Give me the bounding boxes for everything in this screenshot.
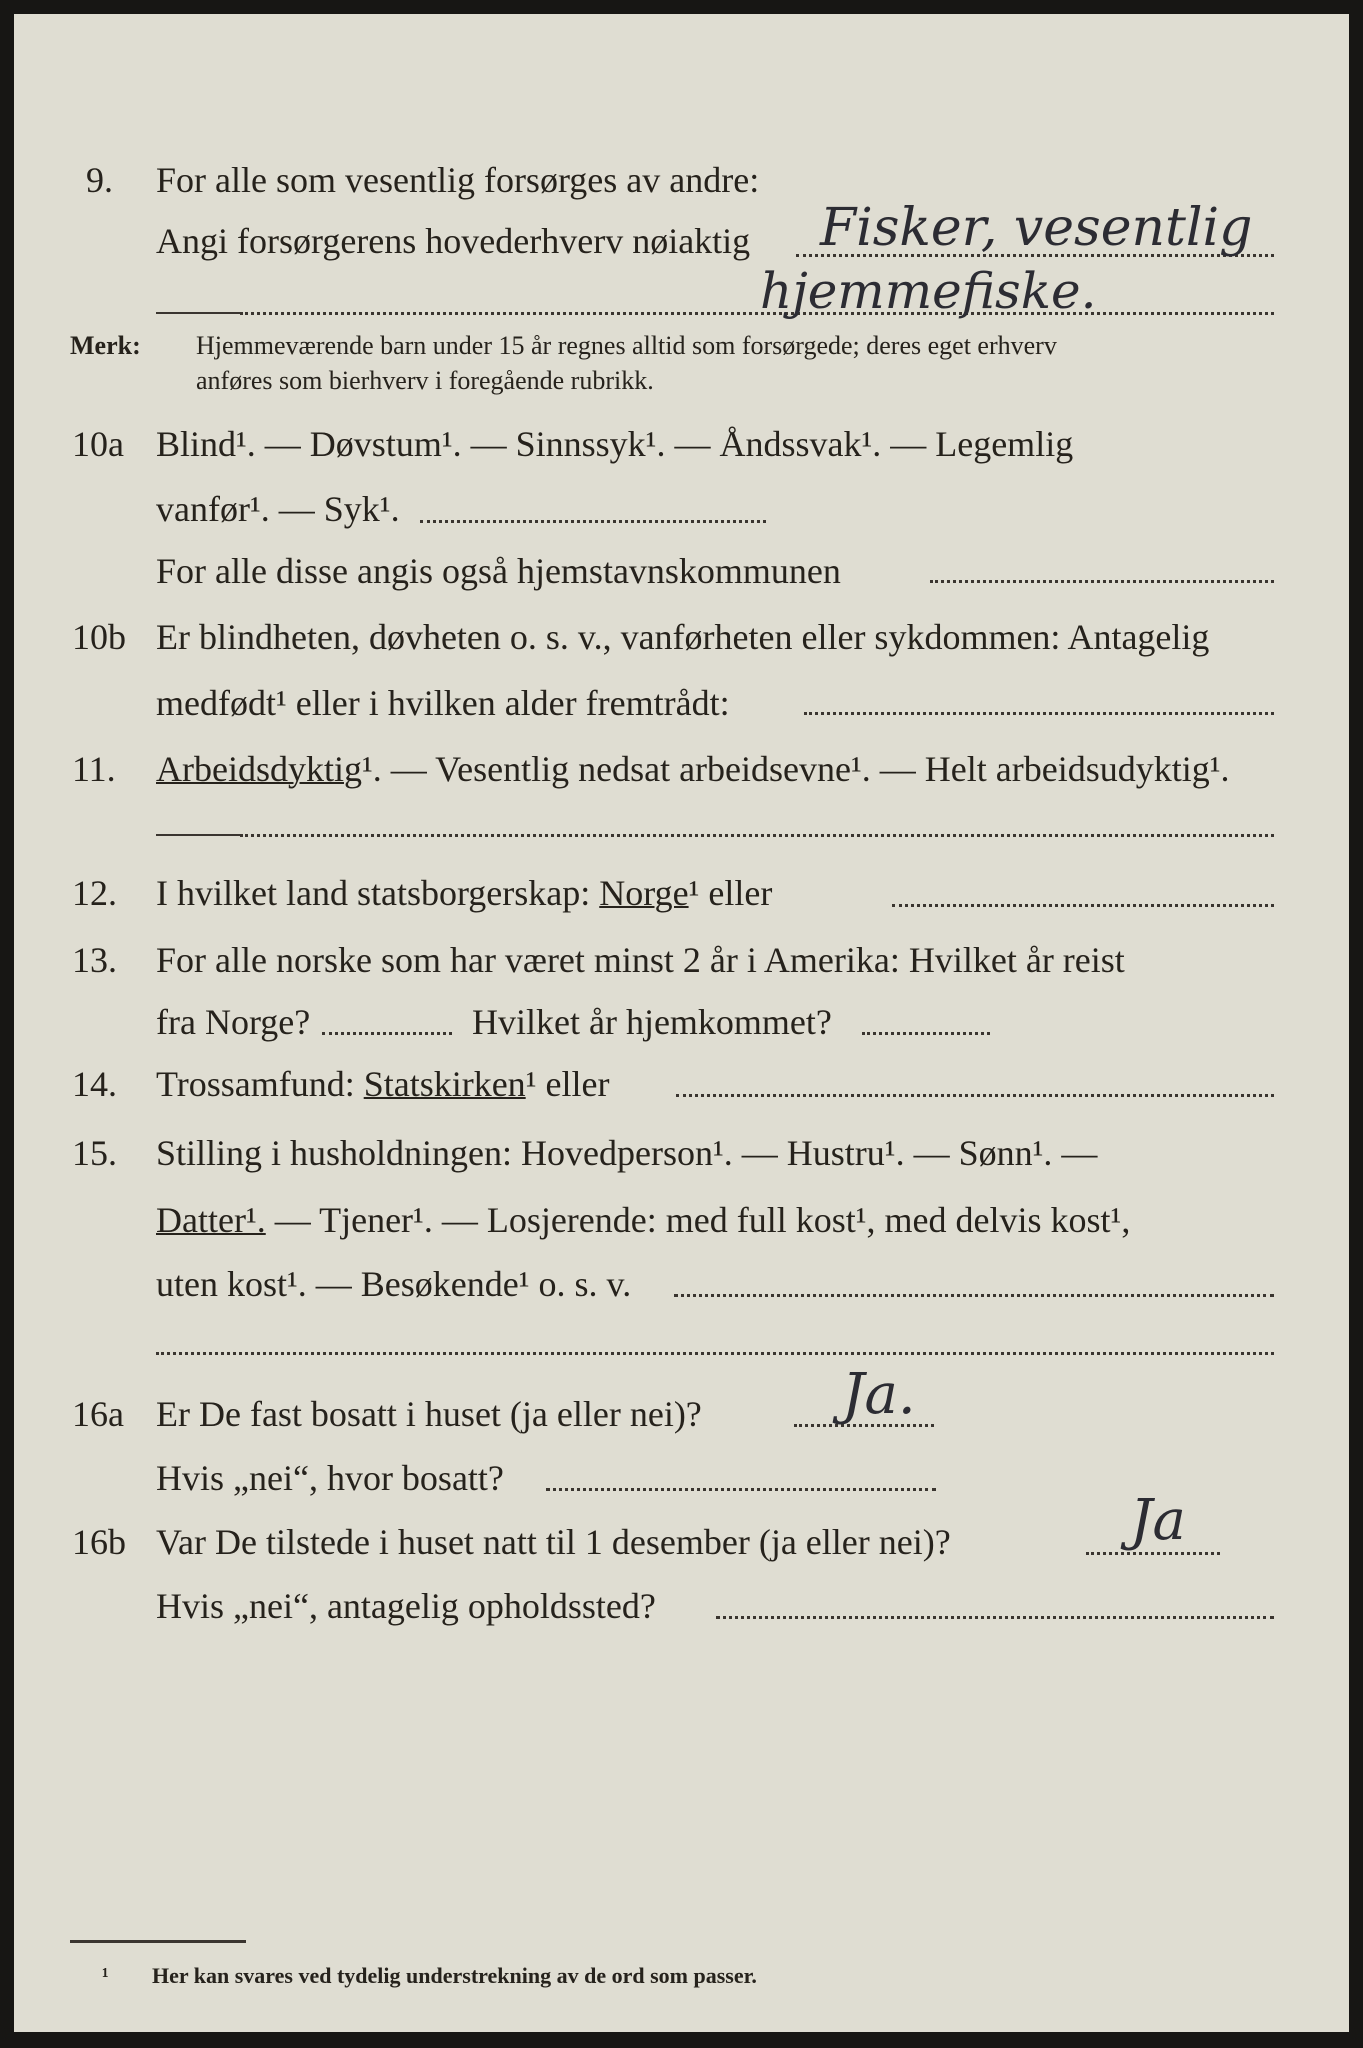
q11-rest: ¹. — Vesentlig nedsat arbeidsevne¹. — Helt arbeidsudyktig¹.: [361, 749, 1230, 789]
q15-line2-rest: — Tjener¹. — Losjerende: med full kost¹, med delvis kost¹,: [274, 1200, 1131, 1240]
q16b-line2: Hvis „nei“, antagelig opholdssted?: [156, 1586, 656, 1626]
q9-line1: For alle som vesentlig forsørges av andre:: [156, 160, 760, 200]
q16b-opholdssted-line: [716, 1616, 1274, 1619]
q14-number: 14.: [72, 1064, 117, 1104]
q13-line2a: fra Norge?: [156, 1002, 311, 1042]
scan-border-left: [0, 0, 14, 2048]
q11-line: [156, 749, 1230, 789]
q10a-line2: vanfør¹. — Syk¹.: [156, 489, 400, 529]
q16b-line1: Var De tilstede i huset natt til 1 desember (ja eller nei)?: [156, 1522, 951, 1562]
q16a-bosatt-line: [546, 1488, 936, 1491]
footnote-rule: [70, 1940, 246, 1943]
footnote-mark: ¹: [102, 1963, 109, 1988]
q16b-number: 16b: [72, 1522, 126, 1562]
q14-before: Trossamfund:: [156, 1064, 355, 1104]
q10a-line1: Blind¹. — Døvstum¹. — Sinnssyk¹. — Åndssvak¹. — Legemlig: [156, 424, 1074, 464]
q9-handwritten-answer1: Fisker, vesentlig: [820, 198, 1253, 258]
q13-hjemkommet-line: [862, 1032, 990, 1035]
q15-line1: Stilling i husholdningen: Hovedperson¹. — Hustru¹. — Sønn¹. —: [156, 1133, 1098, 1173]
q12-before: I hvilket land statsborgerskap:: [156, 873, 591, 913]
q14-line: [156, 1064, 609, 1104]
scan-border-top: [0, 0, 1363, 14]
merk-label: Merk:: [70, 331, 141, 360]
q11-arbeidsdyktig-underlined: Arbeidsdyktig: [156, 749, 362, 789]
q16a-number: 16a: [72, 1394, 124, 1434]
q15-number: 15.: [72, 1133, 117, 1173]
q12-line: [156, 873, 772, 913]
q16a-line2: Hvis „nei“, hvor bosatt?: [156, 1458, 504, 1498]
q9-number: 9.: [86, 160, 113, 200]
q10a-number: 10a: [72, 424, 124, 464]
q9-answer-line2-start: [156, 312, 240, 314]
q14-answer-line: [676, 1094, 1274, 1097]
q15-datter-underlined: Datter¹.: [156, 1200, 266, 1240]
merk-line2: anføres som bierhverv i foregående rubrikk.: [196, 366, 654, 395]
q15-besokende-line: [674, 1294, 1274, 1297]
q9-answer-line2: [240, 312, 1274, 315]
q11-number: 11.: [72, 749, 116, 789]
q12-answer-line: [892, 904, 1274, 907]
q10b-alder-line: [804, 712, 1274, 715]
scan-border-right: [1349, 0, 1363, 2048]
q16b-handwritten-answer: Ja: [1130, 1488, 1186, 1553]
q16a-handwritten-answer: Ja.: [842, 1362, 916, 1427]
q13-line2b: Hvilket år hjemkommet?: [472, 1002, 832, 1042]
footnote-text: Her kan svares ved tydelig understrekning av de ord som passer.: [152, 1963, 757, 1988]
q10b-number: 10b: [72, 617, 126, 657]
q14-statskirken-underlined: Statskirken: [363, 1064, 526, 1104]
q10b-line1: Er blindheten, døvheten o. s. v., vanførheten eller sykdommen: Antagelig: [156, 617, 1210, 657]
merk-line1: Hjemmeværende barn under 15 år regnes alltid som forsørgede; deres eget erhverv: [196, 331, 1057, 360]
q13-line1: For alle norske som har været minst 2 år i Amerika: Hvilket år reist: [156, 940, 1125, 980]
q15-line3: uten kost¹. — Besøkende¹ o. s. v.: [156, 1264, 632, 1304]
q11-answer-line-start: [156, 834, 240, 836]
q13-number: 13.: [72, 940, 117, 980]
scan-border-bottom: [0, 2032, 1363, 2048]
q10b-line2: medfødt¹ eller i hvilken alder fremtrådt:: [156, 683, 730, 723]
q12-number: 12.: [72, 873, 117, 913]
q10a-kommune-line: [930, 580, 1274, 583]
q16a-line1: Er De fast bosatt i huset (ja eller nei)?: [156, 1394, 702, 1434]
q10a-line3: For alle disse angis også hjemstavnskommunen: [156, 551, 841, 591]
q11-answer-line: [240, 834, 1274, 837]
q15-extra-line: [156, 1352, 1274, 1355]
q12-norge-underlined: Norge: [599, 873, 689, 913]
q14-after: ¹ eller: [525, 1064, 610, 1104]
q9-line2: Angi forsørgerens hovederhverv nøiaktig: [156, 221, 751, 261]
q15-line2: [156, 1200, 1130, 1240]
q13-reist-line: [322, 1032, 452, 1035]
q10a-syk-line: [420, 520, 766, 523]
q9-handwritten-answer2: hjemmefiske.: [760, 262, 1097, 320]
q12-after: ¹ eller: [688, 873, 773, 913]
